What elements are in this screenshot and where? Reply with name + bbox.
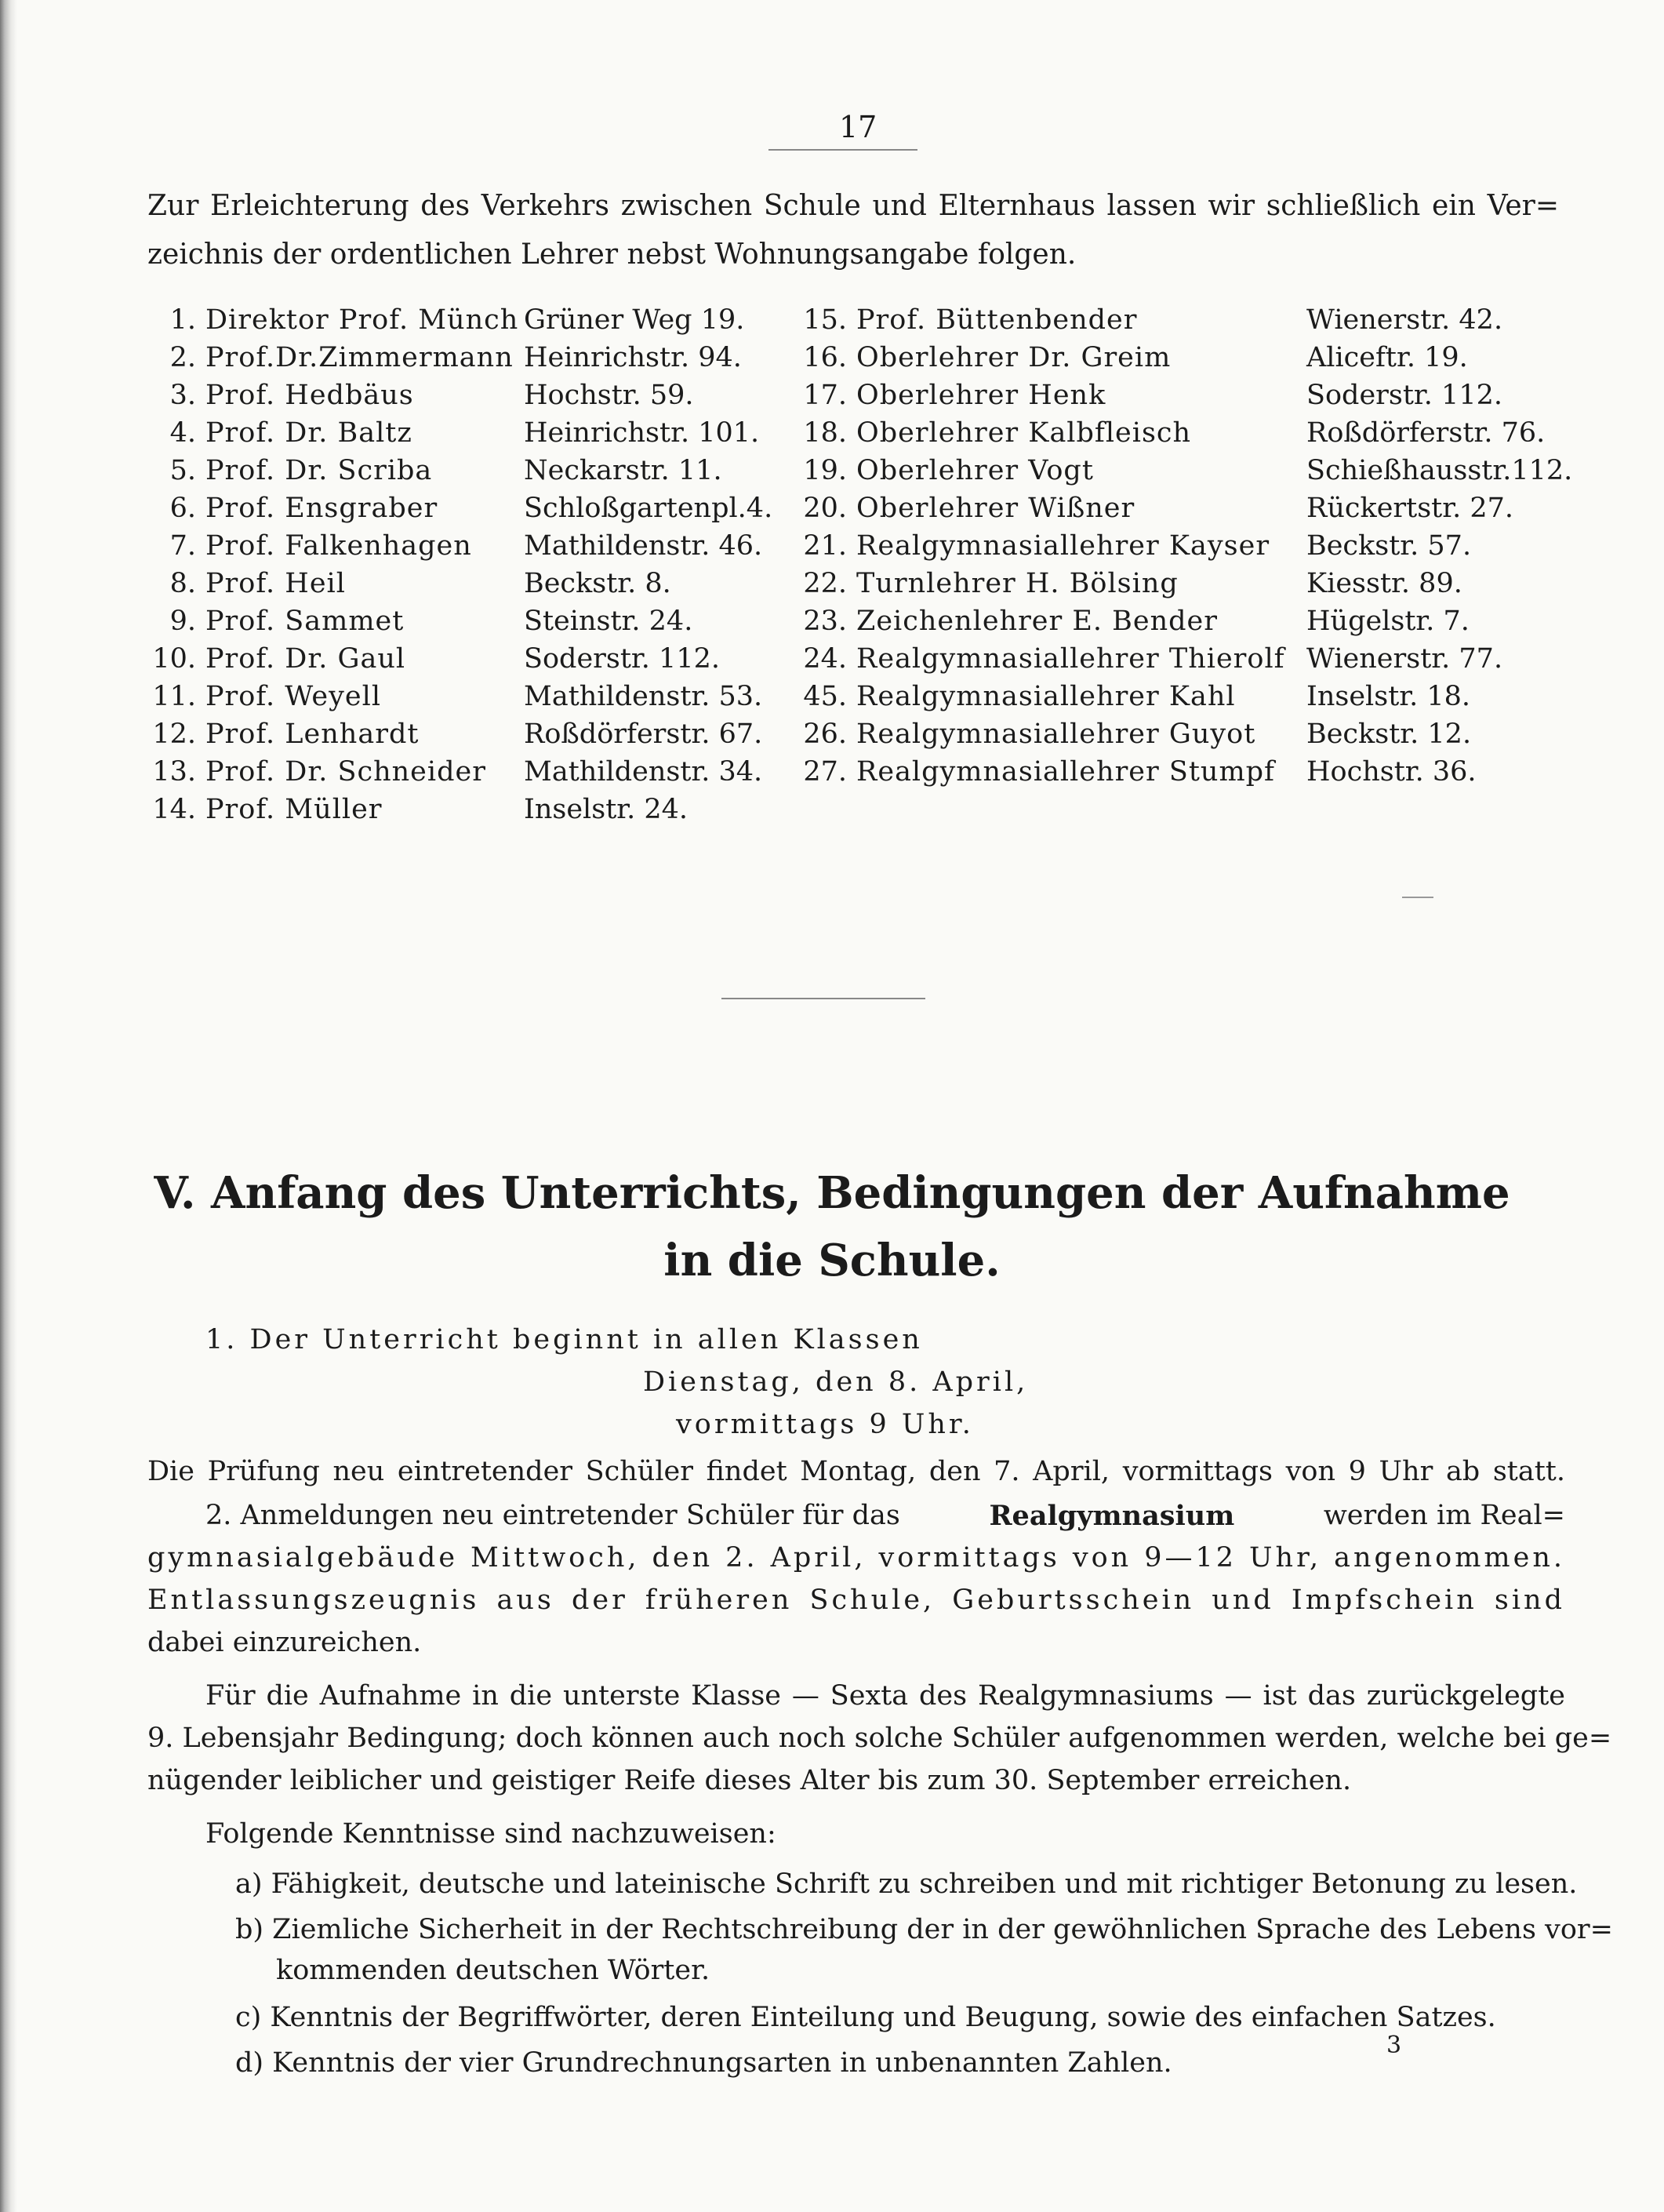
- para3-line-1-text: Für die Aufnahme in die unterste Klasse — Sexta des Realgymnasiums — ist das zurückgelegte: [205, 1680, 1565, 1712]
- para2-line-1: [205, 1500, 1565, 1532]
- teacher-number: 2.: [169, 342, 196, 373]
- requirement-b-line-1: [235, 1914, 1613, 1945]
- teacher-name: Prof. Dr. Schneider: [205, 756, 486, 788]
- teacher-address: Mathildenstr. 53.: [524, 681, 763, 712]
- teacher-number: 21.: [803, 530, 847, 562]
- teacher-number: 6.: [169, 493, 196, 524]
- teacher-number: 17.: [803, 380, 847, 411]
- teacher-number: 10.: [152, 643, 196, 675]
- para3-line-2: [147, 1723, 1612, 1754]
- teacher-row: [792, 339, 1592, 377]
- teacher-list-right: [792, 301, 1592, 791]
- teacher-address: Grüner Weg 19.: [524, 304, 745, 336]
- teacher-number: 12.: [152, 719, 196, 750]
- para2-line-1a: 2. Anmeldungen neu eintretender Schüler für das: [205, 1500, 900, 1531]
- teacher-name: Oberlehrer Wißner: [856, 493, 1135, 524]
- para3-line-3: nügender leiblicher und geistiger Reife dieses Alter bis zum 30. September erreichen.: [147, 1765, 1352, 1796]
- teacher-name: Prof. Ensgraber: [205, 493, 438, 524]
- teacher-row: [792, 377, 1592, 414]
- teacher-number: 18.: [803, 417, 847, 449]
- signature-mark-number: 3: [1386, 2032, 1402, 2059]
- teacher-number: 7.: [169, 530, 196, 562]
- section-heading-line-1: V. Anfang des Unterrichts, Bedingungen der Aufnahme: [154, 1167, 1510, 1219]
- teacher-address: Beckstr. 57.: [1306, 530, 1472, 562]
- teacher-row: [141, 377, 768, 414]
- teacher-number: 19.: [803, 455, 847, 486]
- teacher-number: 16.: [803, 342, 847, 373]
- para2-line-2: [147, 1542, 1565, 1574]
- teacher-number: 14.: [152, 794, 196, 825]
- teacher-name: Prof. Dr. Gaul: [205, 643, 406, 675]
- teacher-number: 8.: [169, 568, 196, 599]
- teacher-name: Prof. Lenhardt: [205, 719, 420, 750]
- teacher-row: [792, 565, 1592, 602]
- teacher-name: Prof. Weyell: [205, 681, 382, 712]
- para1-time: vormittags 9 Uhr.: [676, 1409, 974, 1440]
- teacher-name: Prof. Falkenhagen: [205, 530, 472, 562]
- teacher-row: [141, 640, 768, 678]
- teacher-address: Kiesstr. 89.: [1306, 568, 1462, 599]
- teacher-name: Realgymnasiallehrer Thierolf: [856, 643, 1285, 675]
- teacher-row: [141, 489, 773, 527]
- intro-paragraph: [147, 182, 1559, 279]
- teacher-row: [141, 753, 768, 791]
- teacher-address: Heinrichstr. 101.: [524, 417, 760, 449]
- intro-line-2: zeichnis der ordentlichen Lehrer nebst Wohnungsangabe folgen.: [147, 238, 1077, 271]
- section-heading-line-2: in die Schule.: [663, 1235, 1001, 1286]
- teacher-address: Rückertstr. 27.: [1306, 493, 1514, 524]
- teacher-address: Neckarstr. 11.: [524, 455, 722, 486]
- teacher-number: 20.: [803, 493, 847, 524]
- teacher-row: [141, 452, 768, 489]
- teacher-name: Oberlehrer Dr. Greim: [856, 342, 1172, 373]
- teacher-address: Heinrichstr. 94.: [524, 342, 742, 373]
- para3-line-1: [205, 1680, 1565, 1712]
- teacher-address: Schießhausstr.112.: [1306, 455, 1573, 486]
- teacher-name: Realgymnasiallehrer Stumpf: [856, 756, 1275, 788]
- teacher-address: Mathildenstr. 46.: [524, 530, 763, 562]
- teacher-number: 13.: [152, 756, 196, 788]
- page-binding-edge: [0, 0, 17, 2212]
- teacher-name: Oberlehrer Vogt: [856, 455, 1094, 486]
- teacher-name: Prof. Dr. Baltz: [205, 417, 412, 449]
- teacher-name: Oberlehrer Henk: [856, 380, 1106, 411]
- teacher-row: [141, 565, 768, 602]
- para1-exam-line: [147, 1456, 1565, 1487]
- teacher-name: Prof. Müller: [205, 794, 383, 825]
- requirements-intro: Folgende Kenntnisse sind nachzuweisen:: [205, 1818, 776, 1850]
- page-number: 17: [839, 110, 877, 144]
- teacher-name: Prof. Heil: [205, 568, 346, 599]
- teacher-row: [792, 753, 1592, 791]
- requirement-a: a) Fähigkeit, deutsche und lateinische Schrift zu schreiben und mit richtiger Betonung zu lesen.: [235, 1868, 1578, 1900]
- teacher-address: Roßdörferstr. 67.: [524, 719, 763, 750]
- teacher-address: Hochstr. 59.: [524, 380, 694, 411]
- teacher-row: [792, 301, 1592, 339]
- teacher-address: Soderstr. 112.: [524, 643, 720, 675]
- teacher-name: Realgymnasiallehrer Kayser: [856, 530, 1270, 562]
- header-rule: [768, 149, 917, 151]
- teacher-row: [141, 602, 768, 640]
- para2-line-3: [147, 1584, 1565, 1616]
- teacher-address: Wienerstr. 77.: [1306, 643, 1503, 675]
- teacher-name: Prof. Sammet: [205, 606, 405, 637]
- section-divider: [721, 998, 925, 999]
- para2-line-2-text: gymnasialgebäude Mittwoch, den 2. April, vormittags von 9—12 Uhr, angenommen.: [147, 1542, 1565, 1574]
- para1-exam-text: Die Prüfung neu eintretender Schüler findet Montag, den 7. April, vormittags von 9 Uhr ab statt.: [147, 1456, 1565, 1487]
- teacher-address: Beckstr. 8.: [524, 568, 671, 599]
- teacher-name: Prof. Büttenbender: [856, 304, 1138, 336]
- teacher-row: [141, 791, 768, 828]
- teacher-row: [141, 527, 768, 565]
- teacher-name: Oberlehrer Kalbfleisch: [856, 417, 1192, 449]
- teacher-name: Direktor Prof. Münch: [205, 304, 519, 336]
- teacher-number: 4.: [169, 417, 196, 449]
- teacher-name: Realgymnasiallehrer Guyot: [856, 719, 1256, 750]
- teacher-row: [792, 489, 1592, 527]
- teacher-address: Hochstr. 36.: [1306, 756, 1477, 788]
- teacher-address: Inselstr. 24.: [524, 794, 688, 825]
- teacher-row: [792, 414, 1592, 452]
- teacher-name: Zeichenlehrer E. Bender: [856, 606, 1218, 637]
- teacher-number: 27.: [803, 756, 847, 788]
- teacher-number: 3.: [169, 380, 196, 411]
- teacher-row: [792, 452, 1592, 489]
- teacher-address: Aliceftr. 19.: [1306, 342, 1468, 373]
- requirement-b-line-2: kommenden deutschen Wörter.: [276, 1955, 710, 1986]
- list-end-dash: [1402, 897, 1433, 898]
- teacher-number: 22.: [803, 568, 847, 599]
- requirement-b-text: b) Ziemliche Sicherheit in der Rechtschreibung der in der gewöhnlichen Sprache des Lebens vor=: [235, 1914, 1613, 1945]
- teacher-address: Schloßgartenpl.4.: [524, 493, 773, 524]
- teacher-name: Prof. Hedbäus: [205, 380, 414, 411]
- teacher-row: [792, 715, 1592, 753]
- teacher-row: [792, 640, 1592, 678]
- teacher-row: [792, 527, 1592, 565]
- teacher-number: 1.: [169, 304, 196, 336]
- teacher-row: [141, 414, 768, 452]
- teacher-address: Soderstr. 112.: [1306, 380, 1502, 411]
- teacher-name: Turnlehrer H. Bölsing: [856, 568, 1179, 599]
- teacher-number: 9.: [169, 606, 196, 637]
- teacher-number: 26.: [803, 719, 847, 750]
- teacher-address: Roßdörferstr. 76.: [1306, 417, 1546, 449]
- teacher-address: Inselstr. 18.: [1306, 681, 1471, 712]
- para3-line-2-text: 9. Lebensjahr Bedingung; doch können auch noch solche Schüler aufgenommen werden, welche bei ge=: [147, 1723, 1612, 1754]
- teacher-number: 5.: [169, 455, 196, 486]
- teacher-row: [141, 301, 768, 339]
- teacher-row: [141, 715, 768, 753]
- teacher-row: [141, 678, 768, 715]
- para2-line-4: dabei einzureichen.: [147, 1627, 422, 1658]
- teacher-number: 15.: [803, 304, 847, 336]
- teacher-row: [792, 678, 1592, 715]
- teacher-address: Steinstr. 24.: [524, 606, 693, 637]
- teacher-number: 11.: [152, 681, 196, 712]
- teacher-address: Hügelstr. 7.: [1306, 606, 1470, 637]
- realgymnasium-bold: Realgymnasium: [989, 1500, 1235, 1532]
- teacher-address: Beckstr. 12.: [1306, 719, 1472, 750]
- teacher-number: 24.: [803, 643, 847, 675]
- para2-line-3-text: Entlassungszeugnis aus der früheren Schule, Geburtsschein und Impfschein sind: [147, 1584, 1565, 1616]
- teacher-name: Realgymnasiallehrer Kahl: [856, 681, 1236, 712]
- teacher-address: Wienerstr. 42.: [1306, 304, 1503, 336]
- teacher-name: Prof.Dr.Zimmermann: [205, 342, 514, 373]
- teacher-number: 45.: [803, 681, 847, 712]
- teacher-row: [141, 339, 768, 377]
- para2-line-1b: werden im Real=: [1323, 1500, 1565, 1531]
- para1-date: Dienstag, den 8. April,: [643, 1366, 1029, 1398]
- requirement-c: c) Kenntnis der Begriffwörter, deren Einteilung und Beugung, sowie des einfachen Satzes.: [235, 2002, 1496, 2033]
- teacher-address: Mathildenstr. 34.: [524, 756, 763, 788]
- teacher-list-left: [141, 301, 773, 828]
- teacher-number: 23.: [803, 606, 847, 637]
- requirement-d: d) Kenntnis der vier Grundrechnungsarten in unbenannten Zahlen.: [235, 2047, 1172, 2079]
- teacher-name: Prof. Dr. Scriba: [205, 455, 433, 486]
- teacher-row: [792, 602, 1592, 640]
- para1-line-1: 1. Der Unterricht beginnt in allen Klassen: [205, 1324, 923, 1355]
- intro-line-1: Zur Erleichterung des Verkehrs zwischen Schule und Elternhaus lassen wir schließlich ein Ver=: [147, 190, 1559, 222]
